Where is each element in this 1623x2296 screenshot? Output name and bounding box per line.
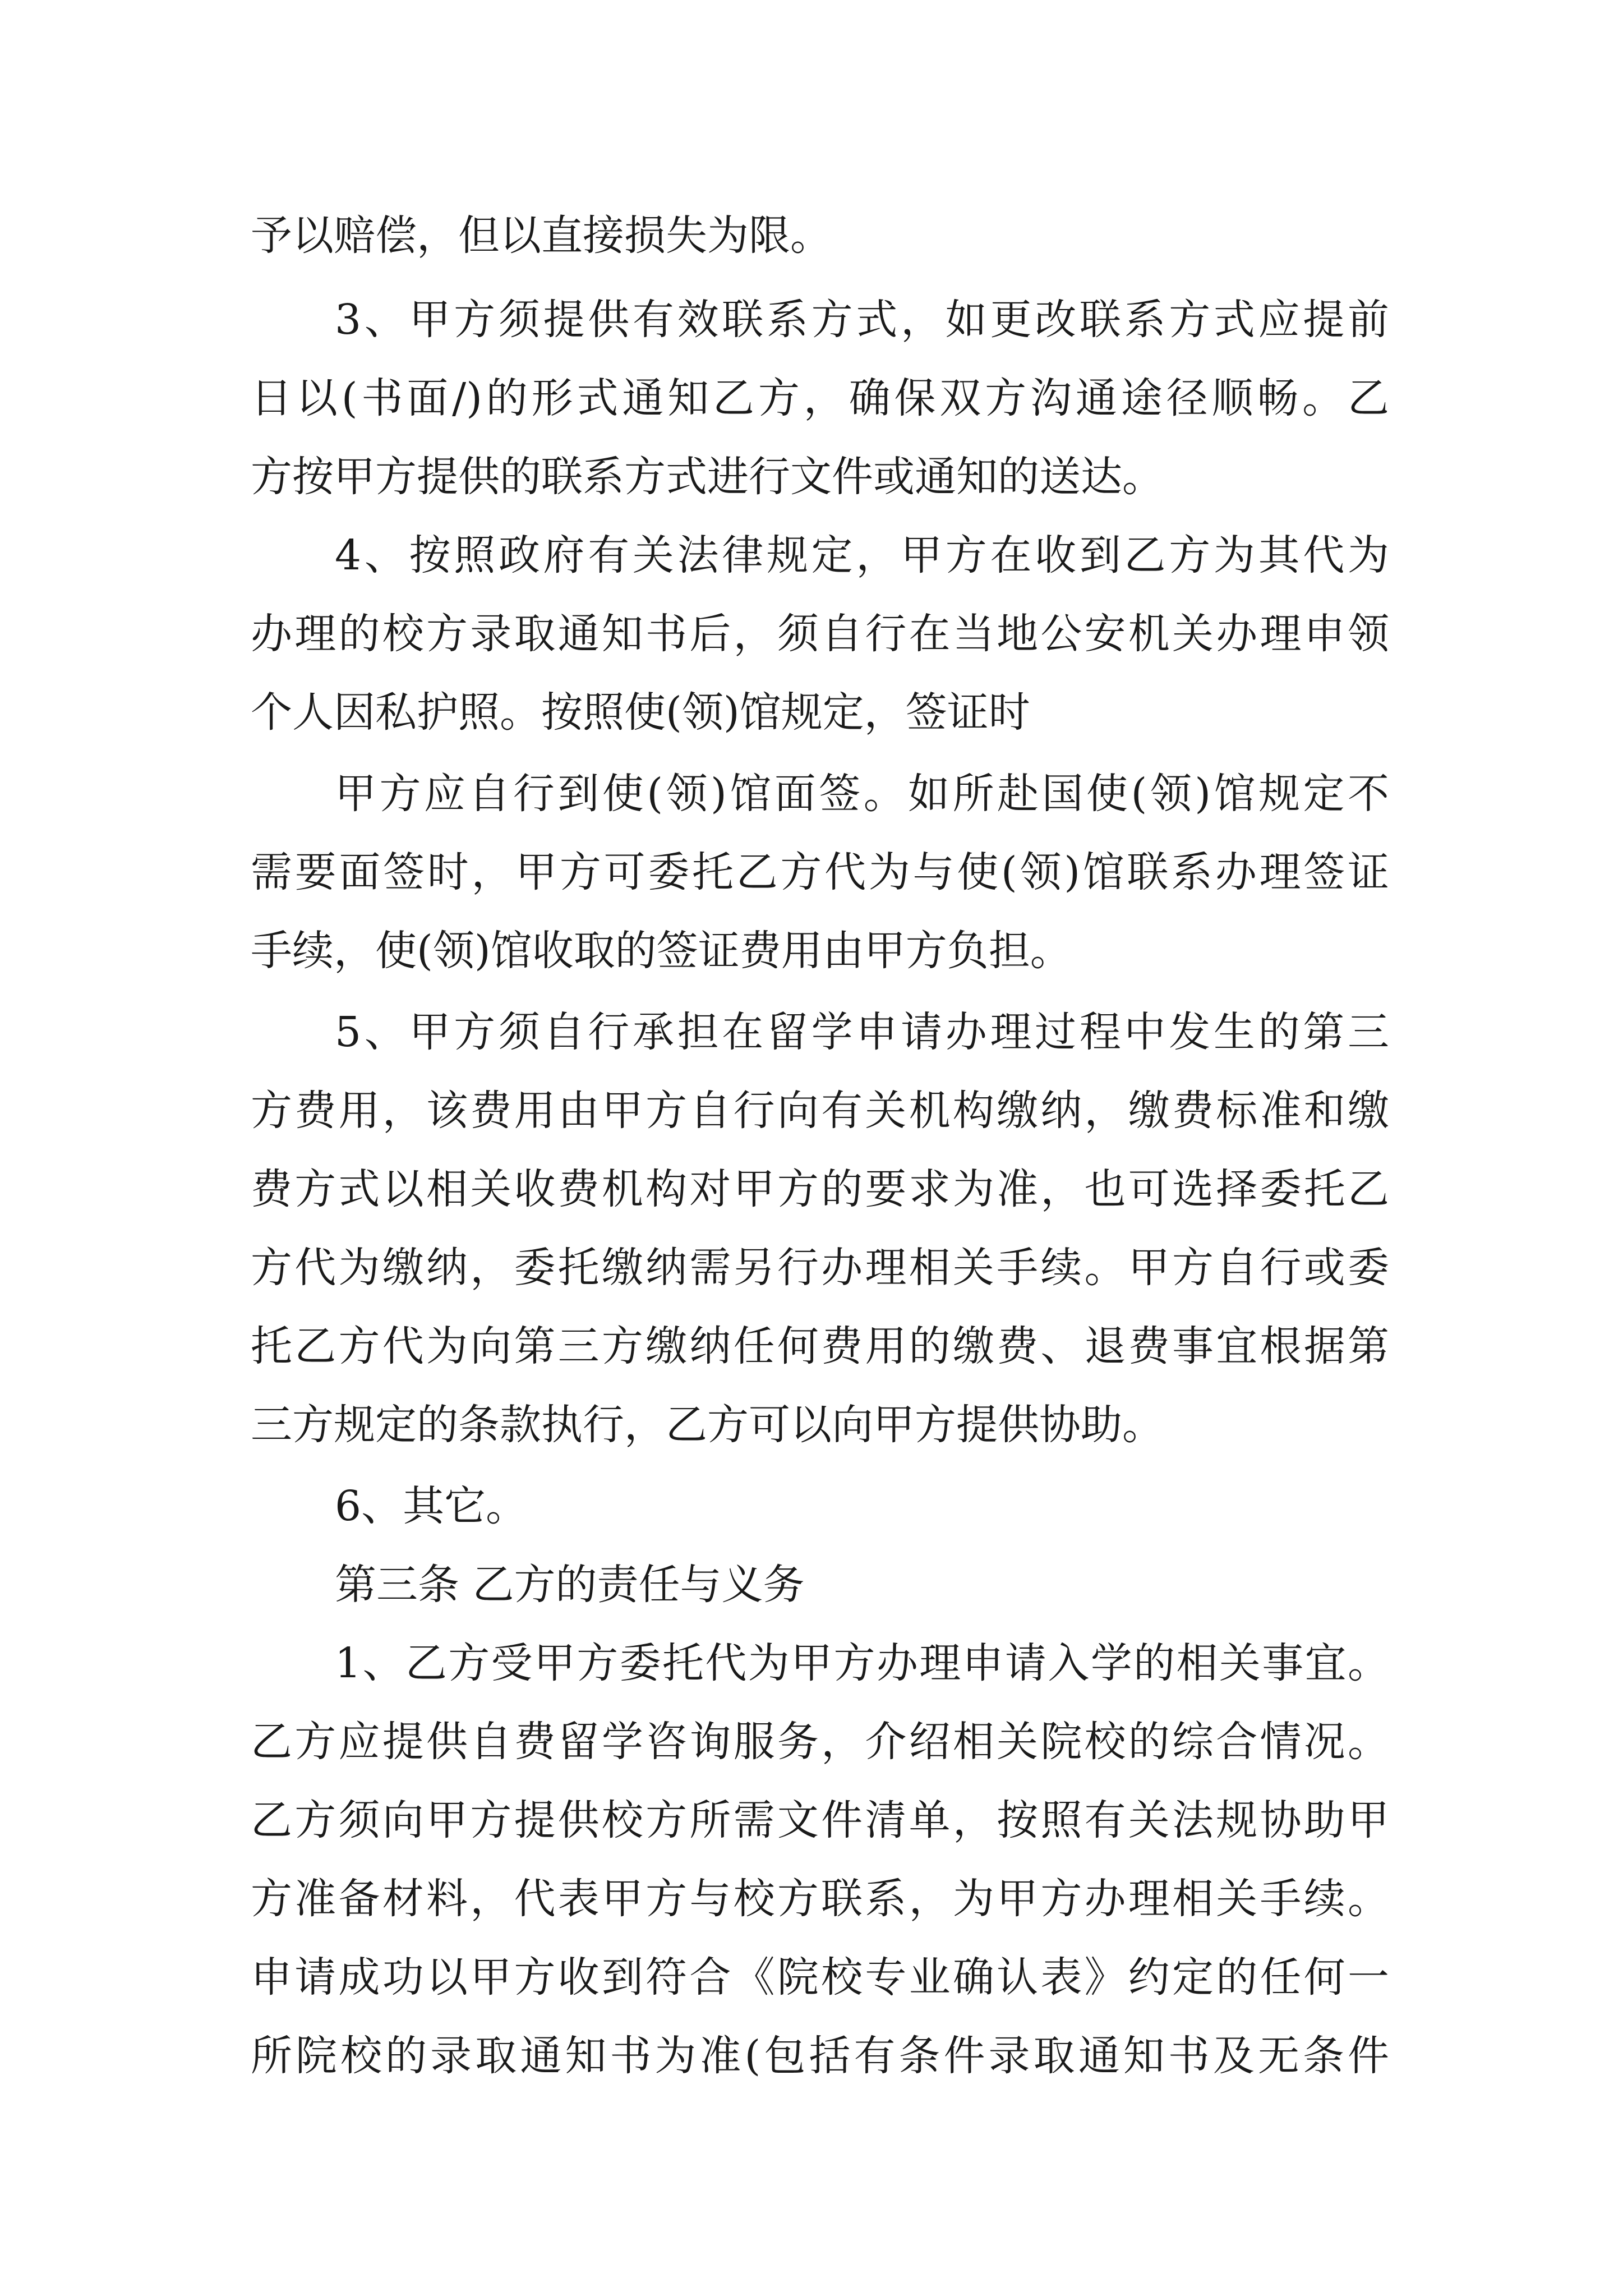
- text-line-17: 6、其它。: [335, 1482, 528, 1530]
- text-line-20: 乙方应提供自费留学咨询服务，介绍相关院校的综合情况。: [251, 1718, 1389, 1766]
- text-line-22: 方准备材料，代表甲方与校方联系，为甲方办理相关手续。: [251, 1875, 1389, 1923]
- text-line-3: 日以(书面/)的形式通知乙方，确保双方沟通途径顺畅。乙: [251, 374, 1389, 422]
- text-line-7: 个人因私护照。按照使(领)馆规定，签证时: [251, 688, 1030, 737]
- section-heading: 第三条 乙方的责任与义务: [335, 1561, 805, 1609]
- text-line-4: 方按甲方提供的联系方式进行文件或通知的送达。: [251, 453, 1164, 501]
- text-line-15: 托乙方代为向第三方缴纳任何费用的缴费、退费事宜根据第: [251, 1322, 1389, 1370]
- text-line-9: 需要面签时，甲方可委托乙方代为与使(领)馆联系办理签证: [251, 848, 1389, 896]
- text-line-5: 4、按照政府有关法律规定，甲方在收到乙方为其代为: [335, 531, 1389, 579]
- text-line-12: 方费用，该费用由甲方自行向有关机构缴纳，缴费标准和缴: [251, 1087, 1389, 1135]
- text-line-14: 方代为缴纳，委托缴纳需另行办理相关手续。甲方自行或委: [251, 1244, 1389, 1292]
- text-line-24: 所院校的录取通知书为准(包括有条件录取通知书及无条件: [251, 2032, 1389, 2080]
- text-line-19: 1、乙方受甲方委托代为甲方办理申请入学的相关事宜。: [335, 1639, 1389, 1687]
- text-line-16: 三方规定的条款执行，乙方可以向甲方提供协助。: [251, 1401, 1164, 1449]
- text-line-13: 费方式以相关收费机构对甲方的要求为准，也可选择委托乙: [251, 1165, 1389, 1213]
- text-line-10: 手续，使(领)馆收取的签证费用由甲方负担。: [251, 927, 1072, 975]
- text-line-23: 申请成功以甲方收到符合《院校专业确认表》约定的任何一: [251, 1953, 1389, 2001]
- text-line-6: 办理的校方录取通知书后，须自行在当地公安机关办理申领: [251, 610, 1389, 658]
- text-line-8: 甲方应自行到使(领)馆面签。如所赴国使(领)馆规定不: [335, 770, 1389, 818]
- text-line-21: 乙方须向甲方提供校方所需文件清单，按照有关法规协助甲: [251, 1796, 1389, 1844]
- text-line-11: 5、甲方须自行承担在留学申请办理过程中发生的第三: [335, 1008, 1389, 1056]
- text-line-2: 3、甲方须提供有效联系方式，如更改联系方式应提前: [335, 296, 1389, 344]
- text-line-1: 予以赔偿，但以直接损失为限。: [251, 211, 832, 260]
